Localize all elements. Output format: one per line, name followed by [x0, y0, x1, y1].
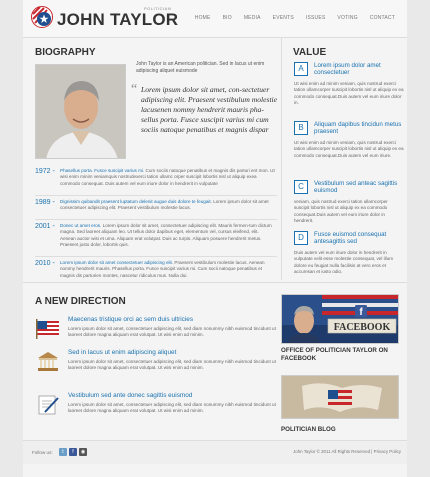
value-title[interactable]: Fusce euismod consequat antesagittis sed	[314, 231, 387, 246]
page	[23, 0, 407, 477]
facebook-banner-text: FACEBOOK	[333, 322, 391, 333]
footer	[23, 440, 407, 464]
new-direction-text: Lorem ipsum dolor sit amet, consectetuer adipiscing elit, sed diam nonummy nibh euismod tincidunt ut laoreet dolore magna aliquam erat volutpat. Ut wisi enim ad minim.	[68, 359, 276, 371]
value-text: Ut wisi enim ad minim veniam, quis nostrud exerci tation ullamcorper suscipit lobortis nisl ut aliquip ex ea commodo consequat.Duis autem vel eum iriure.	[294, 140, 404, 158]
letter-b-icon: B	[294, 121, 308, 135]
column-divider	[281, 38, 282, 280]
timeline-body: Praesent vestibulum molestie lacus. Aenean nommy hendrerit mauris. Phasellus porta. Fusce suscipit varius mi. Cum socii natoque penatibus et magnis dis parturien montes, nascetur ridiculus mus. Nulla dui.	[60, 260, 265, 278]
divider	[35, 195, 277, 196]
divider	[35, 219, 277, 220]
header	[23, 0, 407, 38]
politician-portrait	[35, 64, 126, 159]
document-icon	[35, 392, 61, 416]
quote-mark-icon: “	[131, 82, 138, 97]
value-title[interactable]: Lorem ipsum dolor amet consectetuer	[314, 62, 381, 77]
value-heading: VALUE	[293, 47, 327, 58]
timeline-year: 2010 -	[35, 260, 55, 267]
biography-heading: BIOGRAPHY	[35, 47, 96, 58]
blog-caption[interactable]: POLITICIAN BLOG	[281, 426, 336, 433]
nav-home[interactable]: HOME	[194, 15, 211, 21]
facebook-banner[interactable]	[281, 294, 399, 344]
capitol-icon	[35, 349, 61, 373]
timeline-link[interactable]: Lorem ipsum dolor sit amet consectetuer adipiscing elit.	[60, 260, 174, 265]
site-subtitle: POLITICIAN	[144, 6, 172, 11]
new-direction-title[interactable]: Sed in lacus ut enim adipiscing aliquet	[68, 349, 177, 356]
new-direction-text: Lorem ipsum dolor sit amet, consectetuer adipiscing elit, sed diam nonummy nibh euismod tincidunt ut laoreet dolore magna aliquam erat volutpat. Ut wisi enim ad minim.	[68, 402, 276, 414]
twitter-icon[interactable]: t	[59, 448, 67, 456]
section-divider	[23, 282, 407, 283]
letter-d-icon: D	[294, 231, 308, 245]
stars-stripes-logo-icon	[31, 6, 53, 28]
new-direction-title[interactable]: Maecenas tristique orci ac sem duis ultricies	[68, 316, 194, 323]
timeline-year: 1972 -	[35, 168, 55, 175]
timeline-year: 2001 -	[35, 223, 55, 230]
divider	[35, 256, 277, 257]
nav-media[interactable]: MEDIA	[243, 15, 261, 21]
new-direction-heading: A NEW DIRECTION	[35, 296, 126, 307]
timeline-body: Lorem ipsum dolor sit amet consectetuer adipiscing elit. Praesent vestibulum molestie lacus.	[60, 199, 269, 211]
timeline-text	[60, 260, 275, 279]
new-direction-title[interactable]: Vestibulum sed ante donec sagittis euismod	[68, 392, 193, 399]
value-text: veniam, quis nostrud exerci tation ullamcorper suscipit lobortis nisl ut aliquip ex ea commodo consequat.Duis autem vel eum iriure dolor in hendrerit.	[294, 199, 388, 223]
timeline-link[interactable]: Dignissim quibandit praesent luptatum delenit augue duis dolore te feugait.	[60, 199, 212, 204]
blog-image[interactable]	[281, 375, 399, 419]
timeline-text	[60, 223, 275, 248]
value-title[interactable]: Aliquam dapibus tincidun metus praesent	[314, 121, 402, 136]
new-direction-text: Lorem ipsum dolor sit amet, consectetuer adipiscing elit, sed diam nonummy nibh euismod tincidunt ut laoreet dolore magna aliquam erat volutpat. Ut wisi enim ad minim.	[68, 326, 276, 338]
bio-intro: John Taylor is an American politician. Sed in lacus ut enim adipiscing aliquet euismode	[136, 61, 265, 74]
timeline-year: 1989 -	[35, 199, 55, 206]
rss-icon[interactable]: ◉	[80, 449, 86, 455]
value-title[interactable]: Vestibulum sed anteac sagittis euismod	[314, 180, 398, 195]
nav-voting[interactable]: VOTING	[337, 15, 358, 21]
timeline-text	[60, 168, 275, 187]
letter-a-icon: A	[294, 62, 308, 76]
timeline-body: Cum sociis natoque penatibus et magnis dis parturi ent mon. Ut wisi enim minim veniamquis nostrudexerci tation ullamc orper suscipit lobortis nisl ut aliquip exea commodo consequat. Duis autem vel eum iriure dolor in hendrerit in vulputate	[60, 168, 275, 186]
nav-issues[interactable]: ISSUES	[305, 15, 326, 21]
timeline-link[interactable]: Donec ut amet eros.	[60, 223, 102, 228]
timeline-body: Lorem ipsum dolor sit amet, consectetuer adipiscing elit. Mauris fermen-tum dictum magna. Sed laoreet aliquam leo. Ut tellus dolor dapibus eget, elementum vel, cursus eleifend, elit. Aenean auctor wisi et urna. Aliquam erat volutpat. Duis ac turpis. Aliquam posuere hendrerit metus. Praesent justo dolor, lobortis quis.	[60, 223, 272, 247]
letter-c-icon: C	[294, 180, 308, 194]
nav-bio[interactable]: BIO	[222, 15, 232, 21]
facebook-caption[interactable]: OFFICE OF POLITICIAN TAYLOR ON FACEBOOK	[281, 347, 388, 362]
svg-text:f: f	[359, 307, 363, 318]
bio-quote: Lorem ipsum dolor sit amet, con-sectetuer adipiscing elit. Praesent vestibulum molestie lacusenen nommy hendrerit mauris pha-sellus porta. Fusce suscipit varius mi cum sociis natoque penatibus et magnis dispar	[141, 85, 278, 134]
timeline-link[interactable]: Phasellus porta. Fusce suscipit varius mi.	[60, 168, 145, 173]
copyright: John Taylor © 2011 All Rights Reserved | Privacy Policy	[293, 449, 401, 454]
flag-icon	[35, 316, 61, 340]
nav-contact[interactable]: CONTACT	[369, 15, 395, 21]
site-title: JOHN TAYLOR	[57, 10, 179, 29]
value-text: Duis autem vel eum iriure dolor in hendrerit in vulputate velit esse molestie consequat, vel illum dolore eu feugiat nulla facilisis at vero eros et accumsan et iusto odio.	[294, 250, 394, 274]
timeline-text	[60, 199, 275, 212]
nav-events[interactable]: EVENTS	[272, 15, 294, 21]
main-nav	[189, 15, 401, 21]
follow-label: Follow us:	[32, 450, 53, 455]
facebook-icon[interactable]: f	[69, 448, 77, 456]
value-text: Ut wisi enim ad minim veniam, quis nostrud exerci tation ullamcorper suscipit lobortis nisl ut aliquip ex ea commodo consequat.Duis autem vel eum iriure dolor in.	[294, 81, 404, 105]
